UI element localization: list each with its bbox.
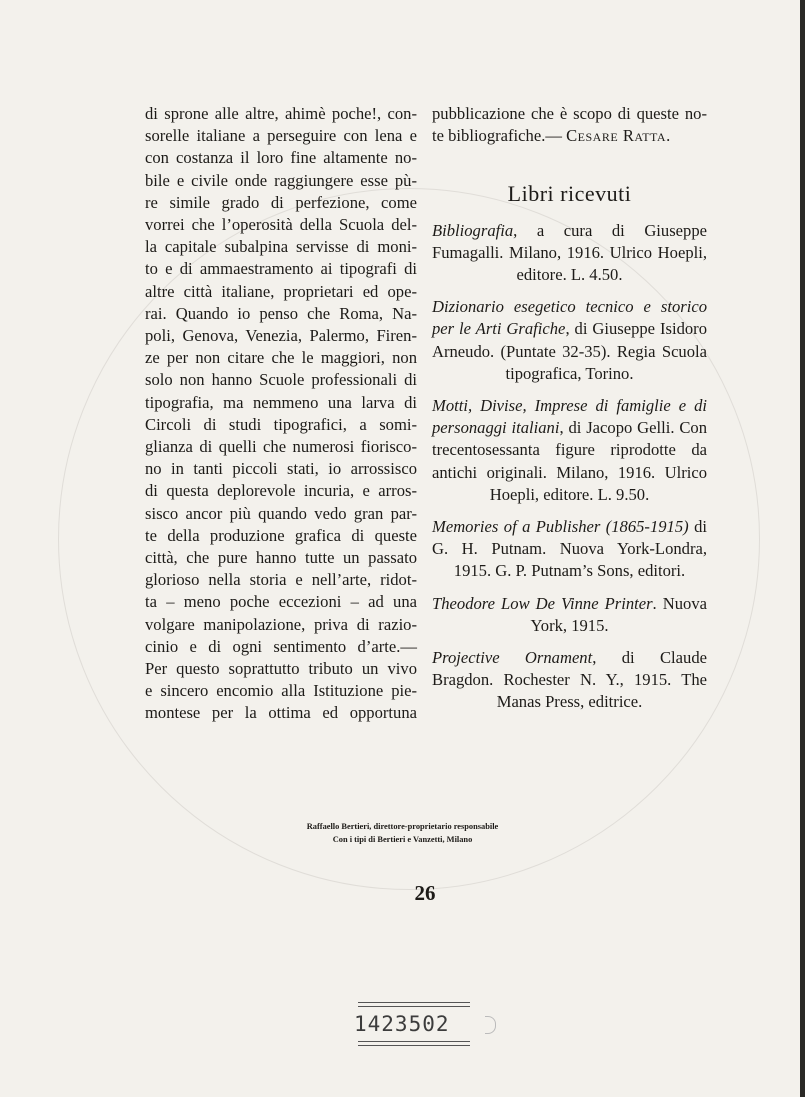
book-details: di G. H. Putnam. Nuova York-Londra, 1915. G. P. Putnam’s Sons, editori. — [432, 517, 708, 581]
right-column — [432, 103, 707, 724]
body-text-line: con costanza il loro fine altamente no- — [145, 148, 417, 168]
body-text-line: di sprone alle altre, ahimè poche!, con- — [145, 104, 417, 123]
stamp-rule — [358, 1041, 470, 1042]
body-text-line: bile e civile onde raggiungere esse pù- — [145, 170, 417, 190]
body-text-line: poli, Genova, Venezia, Palermo, Firen- — [145, 326, 417, 346]
book-entry — [432, 647, 707, 714]
body-text-line: volgare manipolazione, priva di razio- — [145, 614, 417, 634]
body-text-line: tipografia, ma nemmeno una larva di — [145, 392, 417, 412]
body-text-line: te della produzione grafica di queste — [145, 525, 417, 545]
body-text-line: ze per non citare che le maggiori, non — [145, 348, 417, 368]
body-text-line: glorioso nella storia e nell’arte, ridot- — [145, 570, 417, 590]
body-text-line: di questa deplorevole incuria, e arros- — [145, 481, 417, 501]
left-column — [145, 103, 417, 725]
body-text-line: glianza di quelli che numerosi fiorisco- — [145, 437, 417, 457]
page-number: 26 — [414, 881, 436, 905]
book-details: , di Giuseppe Isidoro Arneudo. (Puntate 32-35). Regia Scuola tipografica, Torino. — [432, 319, 708, 383]
stamp-number: 1423502 — [354, 1012, 450, 1036]
body-text-line: Per questo soprattutto tributo un vivo — [145, 659, 417, 679]
body-text-line: sisco ancor più quando vedo gran par- — [145, 503, 417, 523]
body-text-line: re simile grado di perfezione, come — [145, 192, 417, 212]
book-entry — [432, 593, 707, 637]
colophon-line: Raffaello Bertieri, direttore-proprietario responsabile — [306, 822, 499, 831]
book-entry — [432, 516, 707, 583]
book-entry — [432, 220, 707, 287]
colophon-line: Con i tipi di Bertieri e Vanzetti, Milano — [332, 835, 473, 844]
book-title: Memories of a Publisher (1865-1915) — [432, 517, 689, 537]
book-entry — [432, 296, 707, 385]
book-details: , a cura di Giuseppe Fumagalli. Milano, 1916. Ulrico Hoepli, editore. L. 4.50. — [432, 220, 707, 285]
body-text-line: ta – meno poche eccezioni – ad una — [145, 592, 417, 612]
book-title: Bibliografia — [432, 220, 514, 240]
body-text-line: solo non hanno Scuole professionali di — [145, 370, 417, 390]
signature: Cesare Ratta. — [566, 126, 671, 146]
intro-line-last — [432, 125, 707, 147]
stamp-rule — [358, 1045, 470, 1046]
book-entry — [432, 395, 707, 506]
section-heading: Libri ricevuti — [507, 181, 632, 207]
body-text-line: no in tanti piccoli stati, io arrossisco — [145, 459, 417, 479]
body-text-line: to e di ammaestramento ai tipografi di — [145, 259, 417, 279]
intro-paragraph — [432, 103, 707, 147]
body-text-line: vorrei che l’operosità della Scuola del- — [145, 215, 417, 235]
colophon — [0, 820, 805, 846]
body-text-line: montese per la ottima ed opportuna — [145, 703, 417, 723]
book-title: Projective Ornament — [432, 648, 593, 668]
body-text-line: Circoli di studi tipografici, a somi- — [145, 414, 417, 434]
body-text-line: sorelle italiane a perseguire con lena e — [145, 126, 417, 146]
stamp-rule — [358, 1006, 470, 1007]
body-text-line: la capitale subalpina servisse di moni- — [145, 237, 417, 257]
body-text-line: città, che pure hanno tutte un passato — [145, 548, 417, 568]
body-text-line: rai. Quando io penso che Roma, Na- — [145, 303, 417, 323]
body-text-line: e sincero encomio alla Istituzione pie- — [145, 681, 417, 701]
book-details: , di Jacopo Gelli. Con trecentosessanta figure riprodotte da antichi originali. Milano, 1916. Ulrico Hoepli, editore. L. 9.50. — [432, 418, 707, 504]
library-stamp — [352, 998, 476, 1052]
book-details: , di Claude Bragdon. Rochester N. Y., 1915. The Manas Press, editrice. — [432, 648, 707, 712]
body-text-line: cinio e di ogni sentimento d’arte.— — [145, 636, 417, 656]
stamp-rule — [358, 1002, 470, 1003]
intro-line: te bibliografiche.— — [432, 126, 567, 146]
intro-line: pubblicazione che è scopo di queste no- — [432, 104, 707, 123]
book-details: . Nuova York, 1915. — [530, 593, 707, 635]
body-text-line: altre città italiane, proprietari ed ope- — [145, 281, 417, 301]
book-title: Theodore Low De Vinne Printer — [432, 593, 653, 613]
book-title: Dizionario esegetico tecnico e storico per le Arti Grafiche — [432, 297, 707, 339]
book-title: Motti, Divise, Imprese di famiglie e di personaggi italiani — [432, 396, 707, 438]
